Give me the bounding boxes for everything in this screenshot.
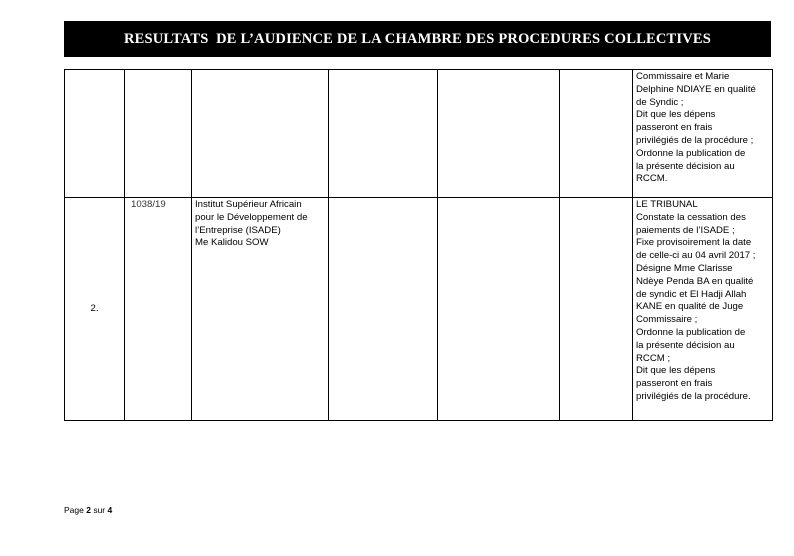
page-number-prefix: Page xyxy=(64,505,87,515)
decision-line: passeront en frais xyxy=(636,378,713,390)
decision-line: de celle-ci au 04 avril 2017 ; xyxy=(636,250,756,262)
parties-cell xyxy=(192,198,329,421)
decision-line: passeront en frais xyxy=(636,122,713,134)
results-table xyxy=(64,69,773,421)
decision-line: Ordonne la publication de xyxy=(636,147,746,159)
decision-line: Fixe provisoirement la date xyxy=(636,237,752,249)
empty-cell xyxy=(329,70,438,198)
decision-cell xyxy=(633,198,773,421)
decision-line: Constate la cessation des xyxy=(636,211,746,223)
table-row xyxy=(65,198,773,421)
decision-line: Dit que les dépens xyxy=(636,365,716,377)
decision-line: Ndèye Penda BA en qualité xyxy=(636,275,754,287)
decision-line: de syndic et El Hadji Allah xyxy=(636,288,747,300)
decision-cell xyxy=(633,70,773,198)
empty-cell xyxy=(560,198,633,421)
decision-line: Désigne Mme Clarisse xyxy=(636,262,733,274)
decision-line: la présente décision au xyxy=(636,339,735,351)
parties-line: Institut Supérieur Africain xyxy=(195,199,302,210)
parties-line: pour le Développement de xyxy=(195,211,308,223)
page-title: RESULTATS DE L’AUDIENCE DE LA CHAMBRE DES PROCEDURES COLLECTIVES xyxy=(123,30,712,47)
parties-cell xyxy=(192,70,329,198)
parties-line: Me Kalidou SOW xyxy=(195,237,269,249)
current-page-number: 2 xyxy=(86,505,91,515)
case-number-cell xyxy=(65,70,125,198)
empty-cell xyxy=(329,198,438,421)
empty-cell xyxy=(560,70,633,198)
case-reference-cell xyxy=(125,70,192,198)
decision-line: Dit que les dépens xyxy=(636,109,716,121)
page-number-separator: sur xyxy=(90,505,108,515)
decision-line: Delphine NDIAYE en qualité xyxy=(636,83,756,95)
decision-line: Ordonne la publication de xyxy=(636,326,746,338)
decision-line: KANE en qualité de Juge xyxy=(636,301,744,313)
decision-line: RCCM ; xyxy=(636,352,671,364)
page-title-bar xyxy=(64,21,771,57)
case-number-cell: 2. xyxy=(65,198,125,421)
decision-line: privilégiés de la procédure ; xyxy=(636,134,754,146)
decision-line: Commissaire ; xyxy=(636,314,698,326)
decision-line: RCCM. xyxy=(636,173,668,185)
parties-line: l’Entreprise (ISADE) xyxy=(195,224,281,236)
table-row xyxy=(65,70,773,198)
empty-cell xyxy=(438,198,560,421)
case-reference-cell: 1038/19 xyxy=(125,198,192,421)
decision-line: LE TRIBUNAL xyxy=(636,199,698,210)
decision-line: privilégiés de la procédure. xyxy=(636,390,751,402)
decision-line: paiements de l’ISADE ; xyxy=(636,224,735,236)
page-footer xyxy=(64,505,112,515)
decision-line: Commissaire et Marie xyxy=(636,71,730,82)
total-pages-number: 4 xyxy=(107,505,113,515)
decision-line: la présente décision au xyxy=(636,160,735,172)
empty-cell xyxy=(438,70,560,198)
decision-line: de Syndic ; xyxy=(636,96,684,108)
